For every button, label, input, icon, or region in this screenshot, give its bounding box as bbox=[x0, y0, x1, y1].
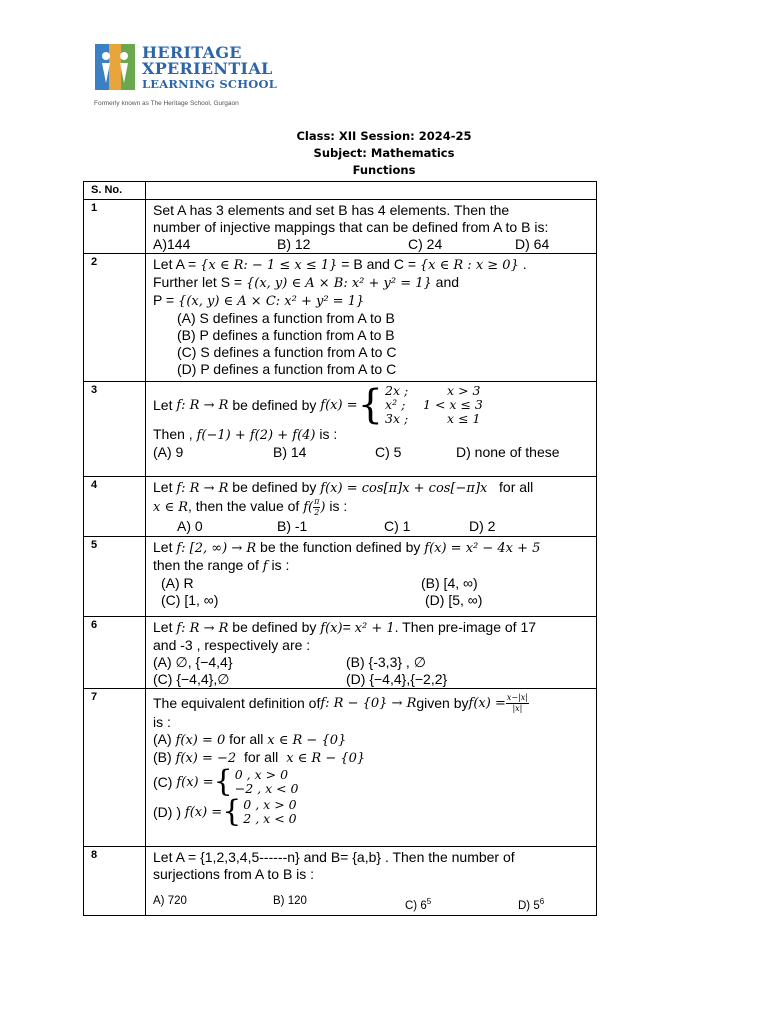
fraction-denominator: 2 bbox=[314, 508, 320, 517]
text-segment: Let A = bbox=[153, 256, 201, 272]
case-row bbox=[385, 412, 483, 426]
text-segment: given by bbox=[416, 695, 469, 711]
question-line bbox=[153, 256, 590, 274]
question-line: number of injective mappings that can be defined from A to B is: bbox=[153, 219, 549, 235]
math-expression: f(x) = bbox=[184, 804, 223, 820]
question-row-3 bbox=[84, 382, 597, 477]
text-segment: Let bbox=[153, 479, 177, 495]
question-text bbox=[146, 689, 597, 847]
text-segment: for all bbox=[236, 749, 283, 765]
math-expression: f(x) = x² − 4x + 5 bbox=[424, 541, 541, 556]
text-segment: (B) bbox=[153, 749, 176, 765]
math-expression: f bbox=[262, 559, 268, 574]
option-c: C) 24 bbox=[408, 236, 443, 252]
math-expression: f(x) = bbox=[468, 696, 506, 711]
question-number: 5 bbox=[84, 537, 146, 617]
text-segment: (A) bbox=[153, 731, 176, 747]
question-line: Let A = {1,2,3,4,5------n} and B= {a,b} . Then the number of bbox=[153, 849, 515, 865]
option-b: B) 120 bbox=[273, 895, 307, 907]
math-expression: ) bbox=[320, 500, 326, 516]
question-row-1 bbox=[84, 200, 597, 254]
text-segment: . Then pre-image of 17 bbox=[394, 619, 537, 635]
option-a: A) 0 bbox=[177, 518, 203, 534]
options-row bbox=[153, 236, 590, 253]
options-row bbox=[153, 518, 590, 535]
question-line bbox=[153, 539, 590, 557]
math-expression: {(x, y) ∈ A × B: x² + y² = 1} bbox=[245, 276, 432, 291]
question-header bbox=[146, 182, 597, 200]
option-b: (B) {-3,3} , ∅ bbox=[346, 654, 426, 670]
question-line: is : bbox=[153, 714, 171, 730]
piecewise-definition bbox=[222, 794, 297, 829]
question-text bbox=[146, 847, 597, 916]
case-cond: x > 3 bbox=[447, 383, 481, 398]
school-logo bbox=[94, 40, 294, 112]
case-row: −2 , x < 0 bbox=[234, 781, 299, 796]
option-a: A) 720 bbox=[153, 895, 187, 907]
question-number: 6 bbox=[84, 617, 146, 689]
piecewise-cases bbox=[243, 798, 296, 826]
serial-number-header: S. No. bbox=[84, 182, 146, 200]
left-brace: { bbox=[357, 382, 384, 428]
question-text bbox=[146, 617, 597, 689]
question-line: Set A has 3 elements and set B has 4 elements. Then the bbox=[153, 202, 510, 218]
option-a: (A) R bbox=[161, 575, 194, 591]
math-expression: x ∈ R bbox=[153, 500, 189, 516]
text-segment: Let bbox=[153, 396, 173, 413]
question-line bbox=[153, 557, 590, 575]
text-segment: Let bbox=[153, 619, 177, 635]
math-expression: f(x) = bbox=[176, 774, 214, 790]
option-c: C) 5 bbox=[375, 444, 402, 460]
question-row-4 bbox=[84, 477, 597, 537]
piecewise-definition bbox=[213, 764, 299, 799]
question-row-2 bbox=[84, 254, 597, 382]
text-segment: The equivalent definition of bbox=[153, 695, 321, 711]
math-expression: f: R − {0} → R bbox=[320, 696, 417, 711]
options-row bbox=[153, 893, 590, 915]
question-text bbox=[146, 537, 597, 617]
question-row-8 bbox=[84, 847, 597, 916]
option-c: C) 1 bbox=[384, 518, 411, 534]
text-segment: P = bbox=[153, 292, 179, 308]
topic-heading: Functions bbox=[352, 163, 416, 177]
option-d: (D) {−4,4},{−2,2} bbox=[346, 671, 448, 687]
math-expression: x² + 1 bbox=[354, 621, 395, 636]
math-expression: f: R → R bbox=[176, 481, 229, 496]
school-former-name: Formerly known as The Heritage School, Gurgaon bbox=[94, 100, 239, 107]
option-a bbox=[153, 731, 590, 749]
math-expression: {(x, y) ∈ A × C: x² + y² = 1} bbox=[178, 294, 365, 309]
text-segment: Then , bbox=[153, 426, 197, 442]
school-name-line2: XPERIENTIAL bbox=[142, 59, 273, 78]
text-segment: for all bbox=[225, 731, 268, 747]
question-number: 2 bbox=[84, 254, 146, 382]
left-brace: { bbox=[213, 764, 233, 799]
fraction bbox=[506, 693, 529, 714]
math-expression: f(x) = −2 bbox=[175, 751, 237, 766]
math-expression: f(x) bbox=[320, 621, 343, 636]
text-segment: = bbox=[342, 619, 355, 635]
question-table bbox=[83, 181, 597, 916]
fraction-numerator: π bbox=[314, 497, 320, 506]
school-emblem-icon bbox=[94, 43, 136, 91]
question-number: 3 bbox=[84, 382, 146, 477]
math-expression: f( bbox=[303, 500, 314, 516]
option-d bbox=[153, 794, 590, 829]
question-row-5 bbox=[84, 537, 597, 617]
case-row: 2 , x < 0 bbox=[243, 811, 297, 826]
options-row bbox=[153, 654, 590, 671]
option-c-base: C) 6 bbox=[405, 899, 427, 912]
question-line bbox=[153, 384, 590, 426]
text-segment: be the function defined by bbox=[256, 539, 425, 555]
option-c: (C) [1, ∞) bbox=[161, 592, 219, 608]
text-segment: Further let S = bbox=[153, 274, 246, 290]
school-name-line1: HERITAGE bbox=[142, 43, 242, 62]
fraction-numerator: x−|x| bbox=[506, 693, 528, 702]
option-d: D) 2 bbox=[469, 518, 496, 534]
option-d: (D) [5, ∞) bbox=[425, 592, 483, 608]
question-text bbox=[146, 254, 597, 382]
fraction-denominator: |x| bbox=[512, 704, 523, 713]
math-expression: f(x) = cos[π]x + cos[−π]x bbox=[320, 481, 488, 496]
math-expression: x ∈ R − {0} bbox=[282, 751, 366, 766]
text-segment: Let bbox=[153, 539, 177, 555]
case-expr: x² ; bbox=[385, 397, 406, 412]
piecewise-definition bbox=[358, 384, 483, 426]
question-number: 7 bbox=[84, 689, 146, 847]
option-d: D) none of these bbox=[456, 444, 560, 460]
piecewise-cases bbox=[385, 384, 483, 426]
options-row bbox=[153, 575, 590, 592]
question-line: surjections from A to B is : bbox=[153, 866, 315, 882]
option-d-base: D) 5 bbox=[518, 899, 540, 912]
text-segment: is : bbox=[315, 426, 338, 442]
text-segment: is : bbox=[267, 557, 290, 573]
option-d: D) 64 bbox=[515, 236, 550, 252]
question-text bbox=[146, 382, 597, 477]
question-line bbox=[153, 497, 590, 518]
question-line bbox=[153, 693, 590, 714]
option-a: (A) ∅, {−4,4} bbox=[153, 654, 233, 670]
option-b: B) 14 bbox=[273, 444, 307, 460]
math-expression: f: [2, ∞) → R bbox=[176, 541, 257, 556]
math-expression: {x ∈ R : x ≥ 0} bbox=[419, 258, 519, 273]
option-c: (C) {−4,4},∅ bbox=[153, 671, 230, 687]
option-a: (A) S defines a function from A to B bbox=[177, 310, 395, 326]
table-header-row bbox=[84, 182, 597, 200]
text-segment: for all bbox=[487, 479, 534, 495]
case-expr: 2x ; bbox=[385, 383, 409, 398]
question-line: and -3 , respectively are : bbox=[153, 637, 311, 653]
case-row bbox=[385, 384, 483, 398]
question-line bbox=[153, 426, 590, 444]
option-c bbox=[405, 893, 518, 915]
case-expr: 3x ; bbox=[385, 411, 409, 426]
option-d bbox=[518, 893, 544, 915]
text-segment: and bbox=[431, 274, 460, 290]
option-d: (D) P defines a function from A to C bbox=[177, 361, 397, 377]
option-c-exponent: 5 bbox=[426, 897, 432, 906]
options-row bbox=[153, 671, 590, 688]
case-row: 0 , x > 0 bbox=[234, 767, 289, 782]
case-cond: 1 < x ≤ 3 bbox=[423, 397, 483, 412]
text-segment: , then the value of bbox=[188, 498, 304, 515]
math-expression: x ∈ R − {0} bbox=[267, 733, 347, 748]
math-expression: f(x) = 0 bbox=[175, 733, 226, 748]
text-segment: is : bbox=[325, 498, 348, 515]
option-c: (C) S defines a function from A to C bbox=[177, 344, 397, 360]
question-line bbox=[153, 619, 590, 637]
question-text bbox=[146, 477, 597, 537]
math-expression: f(−1) + f(2) + f(4) bbox=[196, 428, 316, 443]
class-session-heading: Class: XII Session: 2024-25 bbox=[296, 129, 472, 143]
question-text bbox=[146, 200, 597, 254]
option-c bbox=[153, 764, 590, 799]
text-segment: (C) bbox=[153, 773, 173, 790]
option-b: B) 12 bbox=[277, 236, 311, 252]
left-brace: { bbox=[222, 794, 242, 829]
math-expression: f: R → R bbox=[176, 397, 229, 413]
text-segment: be defined by bbox=[228, 619, 321, 635]
text-segment: be defined by bbox=[232, 396, 317, 413]
question-row-6 bbox=[84, 617, 597, 689]
question-number: 4 bbox=[84, 477, 146, 537]
question-number: 1 bbox=[84, 200, 146, 254]
text-segment: then the range of bbox=[153, 557, 263, 573]
piecewise-cases bbox=[235, 768, 299, 796]
question-row-7 bbox=[84, 689, 597, 847]
options-row bbox=[153, 444, 590, 461]
text-segment: = B and C = bbox=[337, 256, 420, 272]
text-segment: . bbox=[518, 256, 527, 272]
question-line bbox=[153, 479, 590, 497]
option-d-exponent: 6 bbox=[539, 897, 545, 906]
text-segment: be defined by bbox=[228, 479, 321, 495]
question-number: 8 bbox=[84, 847, 146, 916]
option-b: (B) [4, ∞) bbox=[421, 575, 478, 591]
subject-heading: Subject: Mathematics bbox=[313, 146, 455, 160]
math-expression: f(x) = bbox=[320, 397, 358, 413]
case-row: 0 , x > 0 bbox=[243, 797, 297, 812]
math-expression: {x ∈ R: − 1 ≤ x ≤ 1} bbox=[200, 258, 338, 273]
math-expression: f: R → R bbox=[176, 621, 229, 636]
options-row bbox=[153, 592, 590, 609]
case-row bbox=[385, 398, 483, 412]
option-b: (B) P defines a function from A to B bbox=[177, 327, 395, 343]
question-line bbox=[153, 292, 590, 310]
case-cond: x ≤ 1 bbox=[447, 411, 481, 426]
option-a: (A) 9 bbox=[153, 444, 184, 460]
school-name-line3: LEARNING SCHOOL bbox=[142, 77, 278, 91]
question-line bbox=[153, 274, 590, 292]
option-b: B) -1 bbox=[277, 518, 308, 534]
option-a: A)144 bbox=[153, 236, 191, 252]
text-segment: (D) ) bbox=[153, 803, 185, 820]
